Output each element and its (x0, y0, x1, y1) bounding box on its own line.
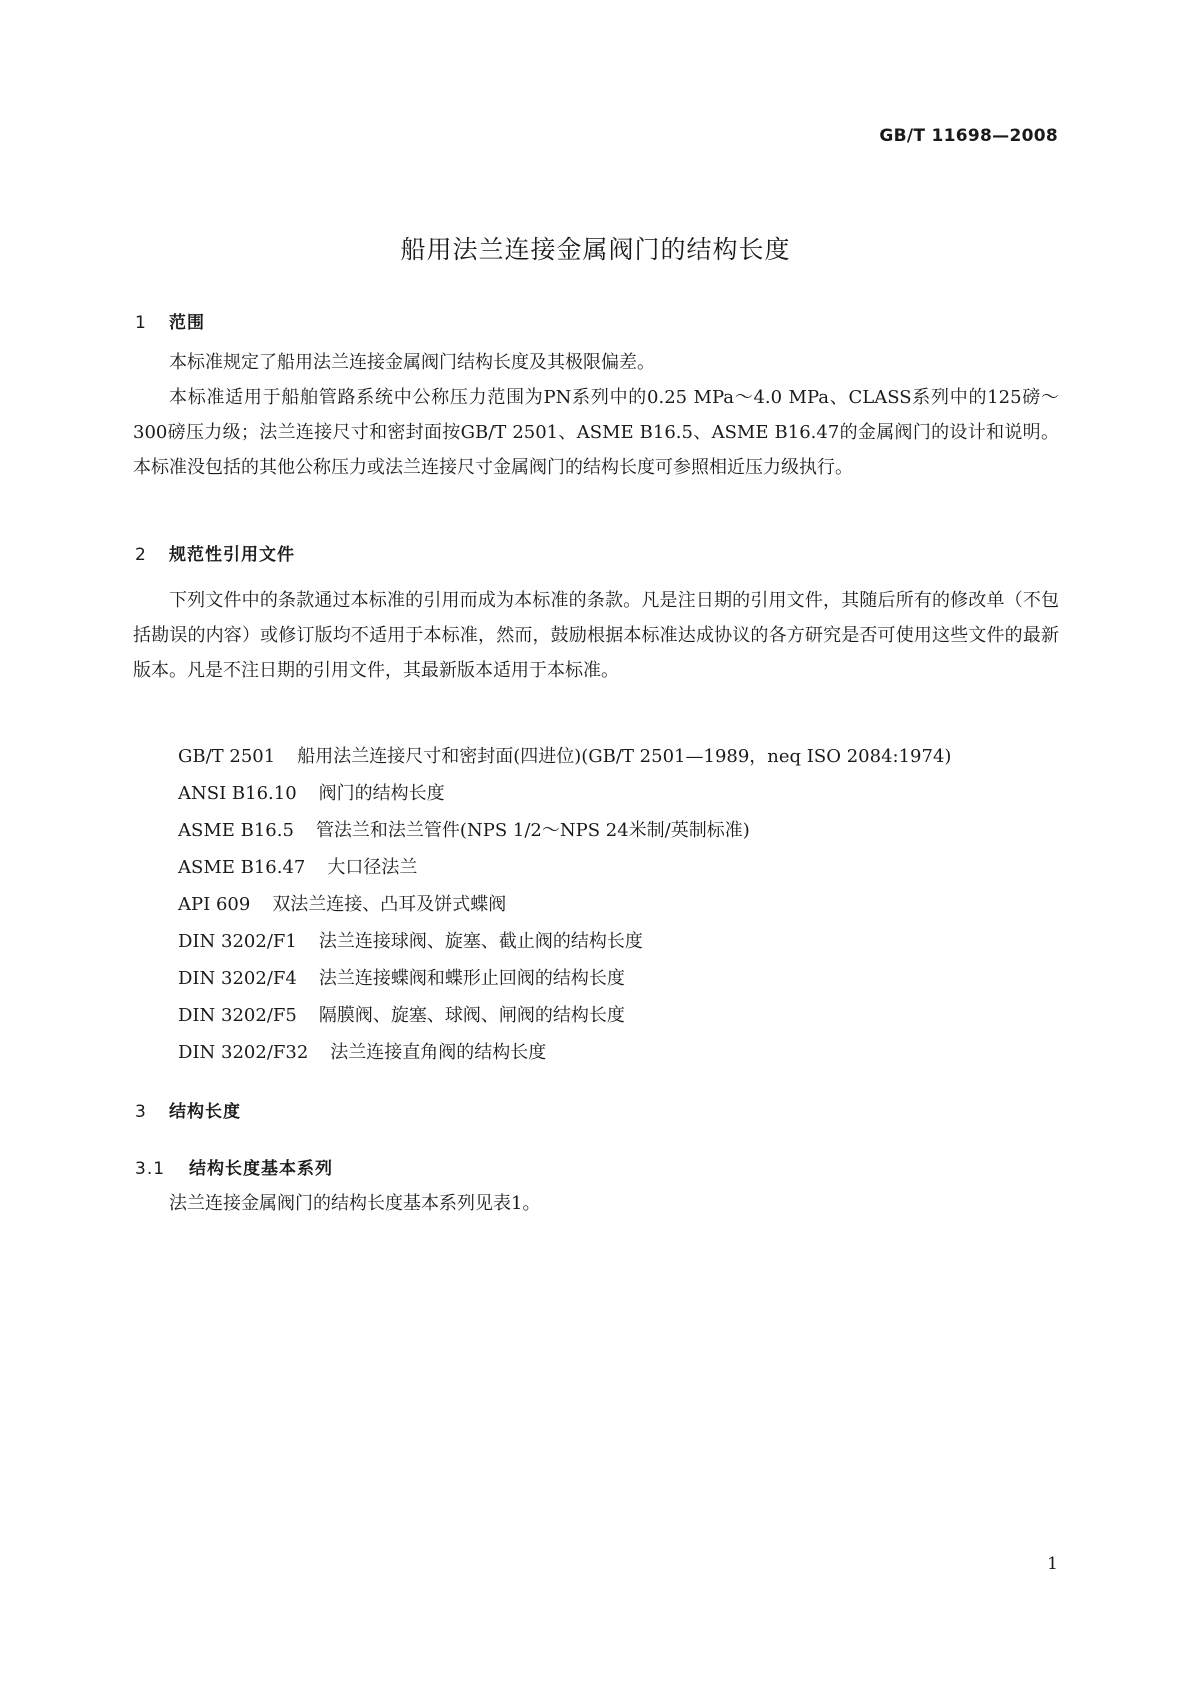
reference-item (178, 738, 951, 775)
reference-title: 双法兰连接、凸耳及饼式蝶阀 (272, 894, 507, 915)
section-2-heading (135, 540, 295, 565)
section-2-intro: 下列文件中的条款通过本标准的引用而成为本标准的条款。凡是注日期的引用文件，其随后所有的修改单（不包括勘误的内容）或修订版均不适用于本标准，然而，鼓励根据本标准达成协议的各方研究是否可使用这些文件的最新版本。凡是不注日期的引用文件，其最新版本适用于本标准。 (133, 590, 1059, 681)
reference-title: 法兰连接蝶阀和蝶形止回阀的结构长度 (318, 968, 625, 989)
section-1-title: 范围 (169, 313, 205, 333)
reference-item (178, 923, 951, 960)
section-1-heading (135, 308, 205, 333)
reference-item (178, 997, 951, 1034)
reference-code: ASME B16.5 (178, 820, 294, 841)
reference-code: GB/T 2501 (178, 746, 276, 767)
reference-code: ASME B16.47 (178, 857, 306, 878)
reference-item (178, 886, 951, 923)
section-3-1-number: 3.1 (135, 1159, 166, 1179)
section-1-number: 1 (135, 313, 147, 333)
reference-title: 法兰连接直角阀的结构长度 (330, 1042, 547, 1063)
reference-item (178, 812, 951, 849)
section-3-heading (135, 1097, 241, 1122)
reference-code: API 609 (178, 894, 251, 915)
section-3-number: 3 (135, 1102, 147, 1122)
reference-code: DIN 3202/F4 (178, 968, 297, 989)
section-1-paragraph-2: 本标准适用于船舶管路系统中公称压力范围为PN系列中的0.25 MPa～4.0 MPa、CLASS系列中的125磅～300磅压力级；法兰连接尺寸和密封面按GB/T 2501、ASME B16.5、ASME B16.47的金属阀门的设计和说明。本标准没包括的其他公称压力或法兰连接尺寸金属阀门的结构长度可参照相近压力级执行。 (133, 387, 1059, 478)
section-3-1-title: 结构长度基本系列 (189, 1159, 333, 1179)
reference-code: DIN 3202/F32 (178, 1042, 309, 1063)
normative-references-list (178, 738, 951, 1071)
reference-item (178, 849, 951, 886)
section-3-1-heading (135, 1154, 333, 1179)
document-title: 船用法兰连接金属阀门的结构长度 (400, 235, 791, 264)
section-2-number: 2 (135, 545, 147, 565)
section-3-title: 结构长度 (169, 1102, 241, 1122)
reference-title: 阀门的结构长度 (318, 783, 445, 804)
reference-code: ANSI B16.10 (178, 783, 297, 804)
section-2-title: 规范性引用文件 (169, 545, 295, 565)
reference-code: DIN 3202/F1 (178, 931, 297, 952)
reference-title: 隔膜阀、旋塞、球阀、闸阀的结构长度 (318, 1005, 625, 1026)
section-1-paragraph-1: 本标准规定了船用法兰连接金属阀门结构长度及其极限偏差。 (169, 352, 655, 373)
reference-code: DIN 3202/F5 (178, 1005, 297, 1026)
standard-code: GB/T 11698—2008 (879, 126, 1058, 146)
reference-title: 船用法兰连接尺寸和密封面(四进位)(GB/T 2501—1989，neq ISO 2084:1974) (297, 746, 952, 767)
reference-item (178, 775, 951, 812)
reference-title: 大口径法兰 (327, 857, 418, 878)
reference-item (178, 1034, 951, 1071)
section-3-1-text: 法兰连接金属阀门的结构长度基本系列见表1。 (169, 1193, 541, 1214)
reference-title: 管法兰和法兰管件(NPS 1/2～NPS 24米制/英制标准) (315, 820, 750, 841)
reference-title: 法兰连接球阀、旋塞、截止阀的结构长度 (318, 931, 643, 952)
reference-item (178, 960, 951, 997)
page-number: 1 (1047, 1554, 1058, 1574)
